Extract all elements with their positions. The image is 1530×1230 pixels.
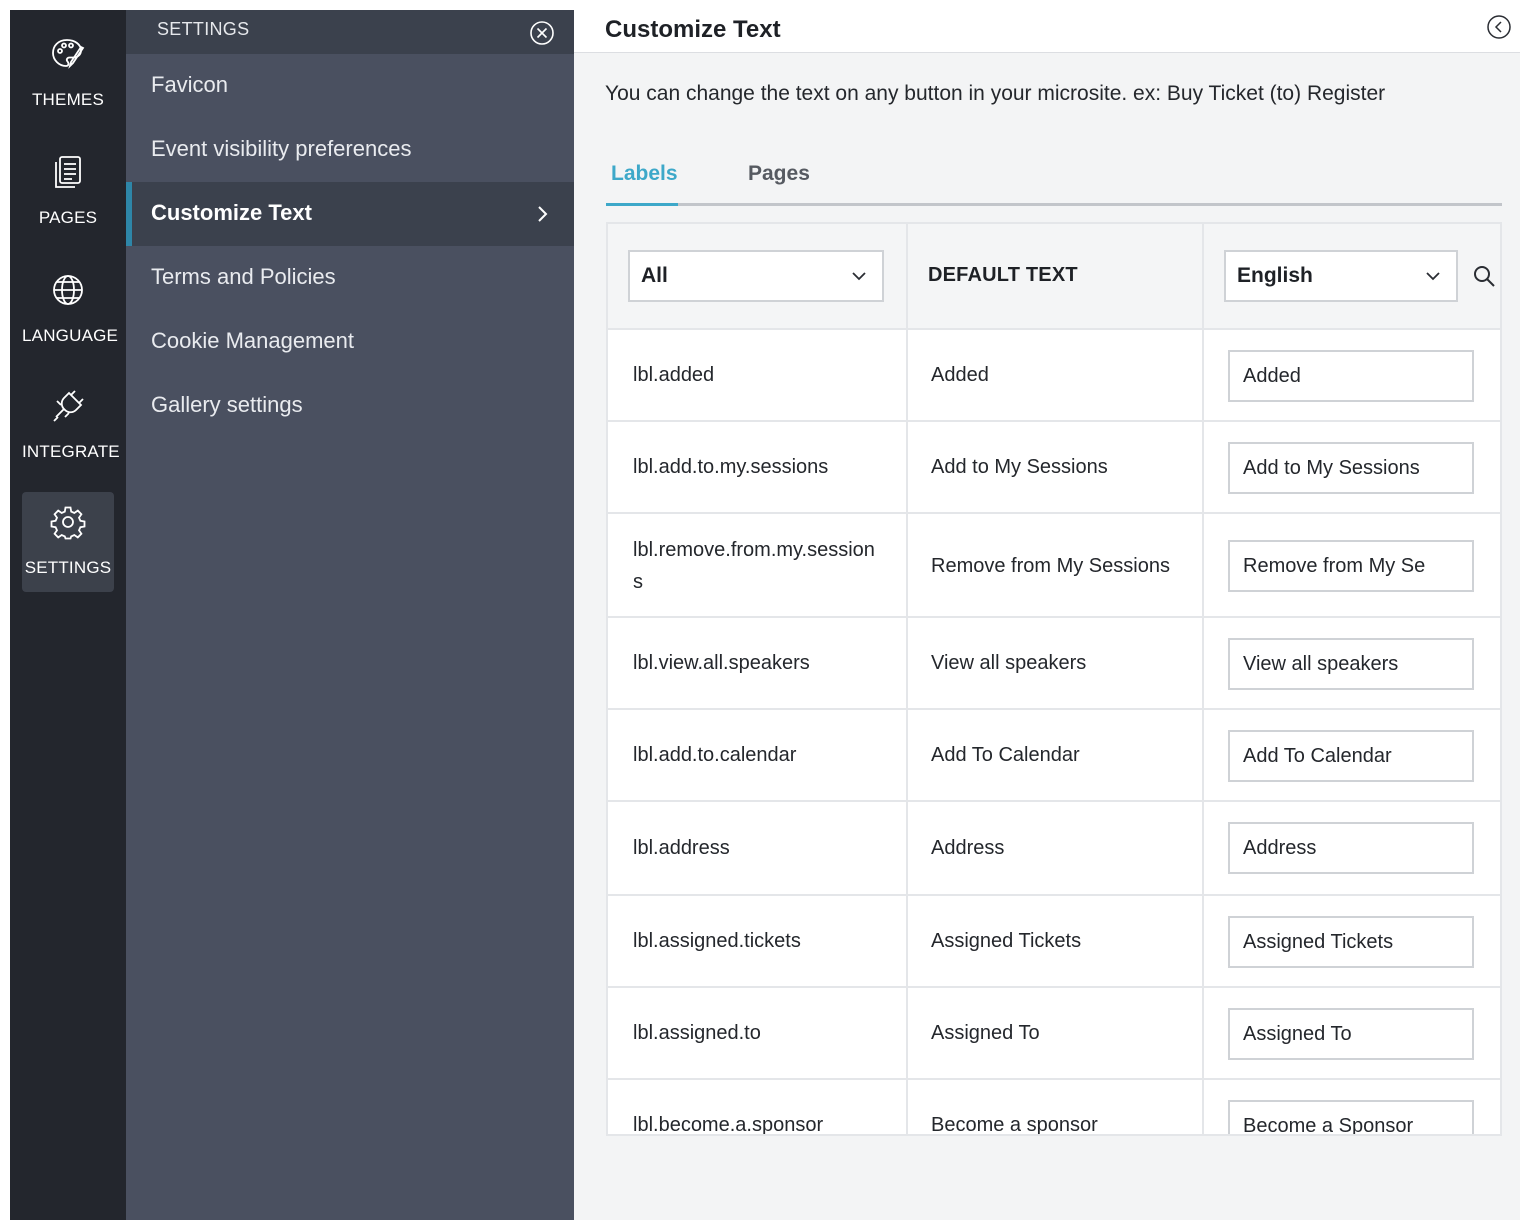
rail-item-language[interactable] <box>22 260 119 360</box>
table-row <box>608 1080 1502 1136</box>
default-text: Add to My Sessions <box>931 456 1108 478</box>
palette-icon <box>50 36 86 72</box>
default-text: Remove from My Sessions <box>931 555 1170 577</box>
settings-header <box>126 10 574 54</box>
icon-rail <box>10 10 126 1220</box>
table-row <box>608 802 1502 896</box>
label-key: lbl.assigned.to <box>633 1022 761 1044</box>
tab-pages[interactable]: Pages <box>748 162 810 185</box>
language-dropdown-value: English <box>1237 264 1313 287</box>
table-row <box>608 710 1502 802</box>
table-row <box>608 896 1502 988</box>
collapse-panel-icon[interactable] <box>1486 14 1512 40</box>
custom-text-input[interactable] <box>1228 822 1474 874</box>
custom-text-input[interactable] <box>1228 916 1474 968</box>
label-key: lbl.assigned.tickets <box>633 930 801 952</box>
settings-menu-cookie[interactable] <box>126 310 574 374</box>
rail-item-integrate[interactable] <box>22 376 120 476</box>
custom-text-input[interactable] <box>1228 1100 1474 1136</box>
settings-menu-event-visibility[interactable] <box>126 118 574 182</box>
column-divider <box>906 224 908 1136</box>
custom-text-input[interactable] <box>1228 350 1474 402</box>
menu-label: Gallery settings <box>151 392 303 417</box>
default-text-column-header: DEFAULT TEXT <box>928 264 1078 286</box>
settings-menu-customize-text[interactable] <box>126 182 574 246</box>
menu-label: Event visibility preferences <box>151 136 412 161</box>
table-row <box>608 514 1502 618</box>
menu-label: Customize Text <box>151 200 312 225</box>
label-key: lbl.added <box>633 364 715 386</box>
table-row <box>608 330 1502 422</box>
language-dropdown[interactable] <box>1224 250 1458 302</box>
settings-title: SETTINGS <box>157 19 250 39</box>
table-row <box>608 988 1502 1080</box>
filter-dropdown-value: All <box>641 264 668 287</box>
default-text: Become a sponsor <box>931 1114 1098 1136</box>
settings-menu-gallery[interactable] <box>126 374 574 438</box>
app-window <box>10 10 1520 1220</box>
labels-table <box>606 222 1502 1136</box>
menu-label: Terms and Policies <box>151 264 336 289</box>
menu-label: Cookie Management <box>151 328 355 353</box>
label-key: lbl.remove.from.my.sessions <box>633 539 875 593</box>
default-text: Add To Calendar <box>931 744 1080 766</box>
label-key: lbl.view.all.speakers <box>633 652 810 674</box>
label-key: lbl.become.a.sponsor <box>633 1114 824 1136</box>
active-tab-indicator <box>606 203 678 206</box>
rail-label-language: LANGUAGE <box>22 326 119 345</box>
rail-label-integrate: INTEGRATE <box>22 442 120 461</box>
pages-icon <box>50 154 86 190</box>
chevron-right-icon <box>534 204 550 224</box>
tab-bar <box>606 150 1502 206</box>
label-key: lbl.address <box>633 837 730 859</box>
description-text: You can change the text on any button in your microsite. ex: Buy Ticket (to) Register <box>605 82 1386 105</box>
search-icon[interactable] <box>1472 264 1496 288</box>
main-header <box>574 10 1520 53</box>
tab-labels[interactable]: Labels <box>611 162 678 185</box>
default-text: View all speakers <box>931 652 1087 674</box>
table-header <box>608 224 1502 330</box>
default-text: Added <box>931 364 989 386</box>
rail-item-settings[interactable] <box>22 492 114 592</box>
custom-text-input[interactable] <box>1228 730 1474 782</box>
gear-icon <box>50 504 86 540</box>
globe-icon <box>50 272 86 308</box>
default-text: Address <box>931 837 1005 859</box>
rail-item-themes[interactable] <box>22 24 114 124</box>
chevron-down-icon <box>850 267 868 285</box>
plug-icon <box>50 388 86 424</box>
custom-text-input[interactable] <box>1228 638 1474 690</box>
custom-text-input[interactable] <box>1228 1008 1474 1060</box>
label-key: lbl.add.to.calendar <box>633 744 797 766</box>
settings-panel <box>126 10 574 1220</box>
chevron-down-icon <box>1424 267 1442 285</box>
default-text: Assigned Tickets <box>931 930 1082 952</box>
settings-menu-favicon[interactable] <box>126 54 574 118</box>
custom-text-input[interactable] <box>1228 442 1474 494</box>
table-row <box>608 618 1502 710</box>
rail-label-settings: SETTINGS <box>24 558 112 577</box>
rail-label-pages: PAGES <box>38 208 98 227</box>
column-divider <box>1202 224 1204 1136</box>
settings-menu-terms[interactable] <box>126 246 574 310</box>
page-title: Customize Text <box>605 16 781 43</box>
table-row <box>608 422 1502 514</box>
filter-dropdown[interactable] <box>628 250 884 302</box>
rail-label-themes: THEMES <box>31 90 105 109</box>
menu-label: Favicon <box>151 72 229 97</box>
default-text: Assigned To <box>931 1022 1040 1044</box>
rail-item-pages[interactable] <box>22 142 114 242</box>
label-key: lbl.add.to.my.sessions <box>633 456 829 478</box>
close-circle-icon[interactable] <box>529 20 555 46</box>
main-content <box>574 10 1520 1220</box>
custom-text-input[interactable] <box>1228 540 1474 592</box>
